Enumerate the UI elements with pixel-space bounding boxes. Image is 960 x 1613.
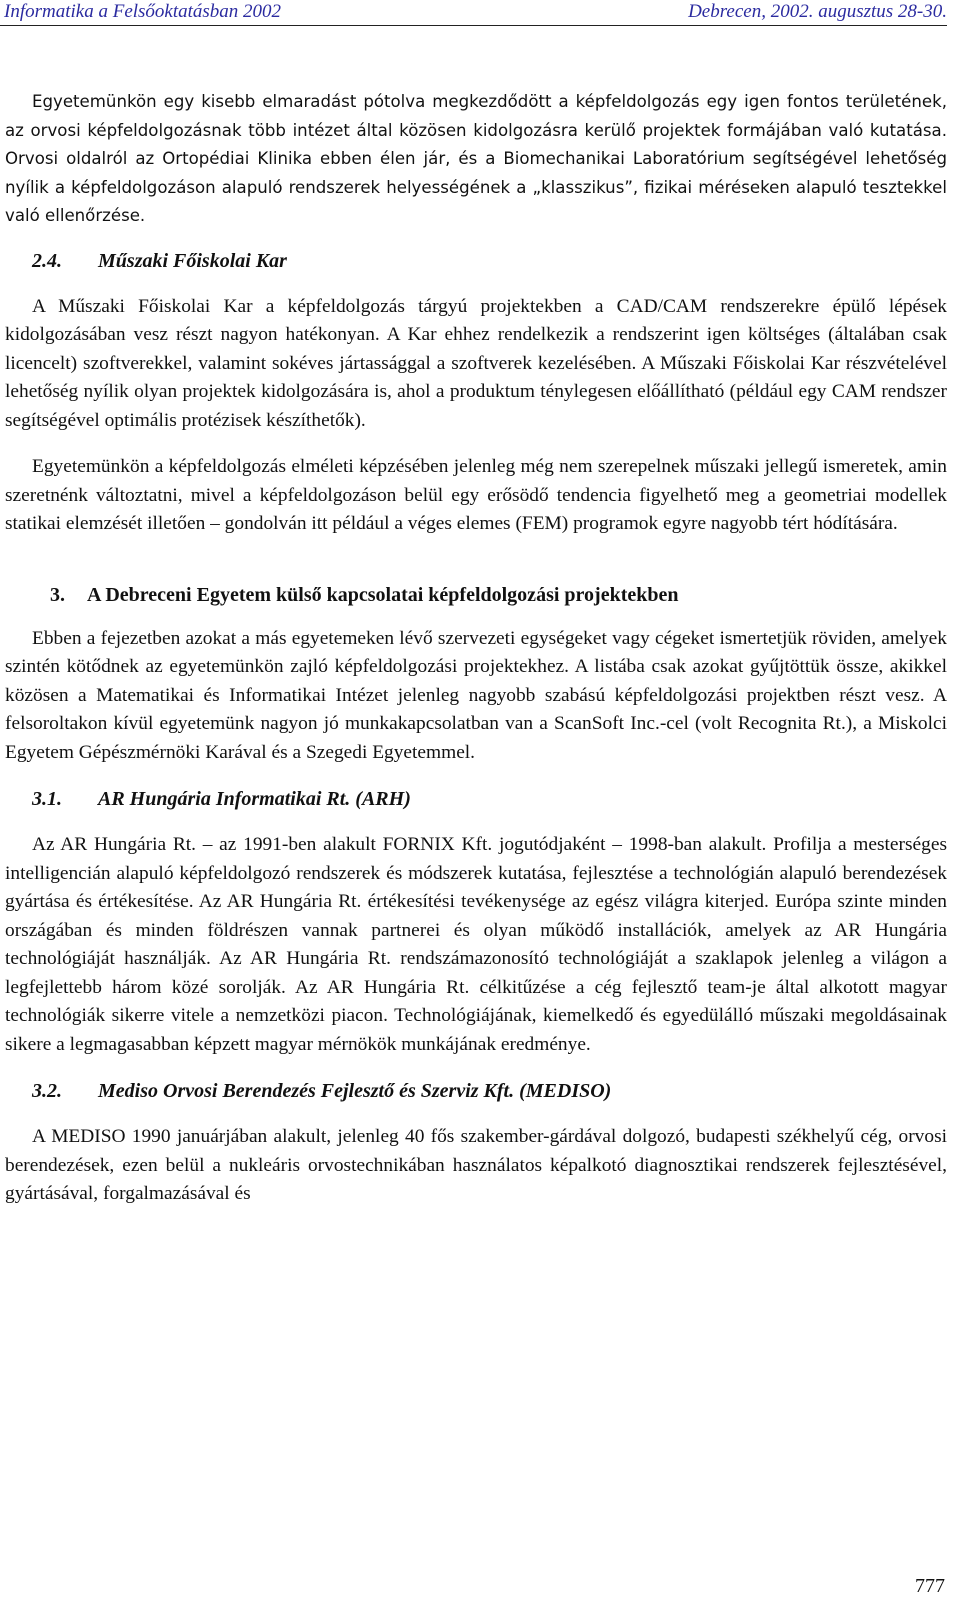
header-location-date: Debrecen, 2002. augusztus 28-30. [688, 1, 947, 22]
heading-number: 3. [50, 583, 65, 606]
heading-number: 3.2. [32, 1080, 62, 1102]
heading-3-2 [5, 1077, 947, 1105]
page-number: 777 [915, 1575, 945, 1597]
paragraph-ar-hungaria: Az AR Hungária Rt. – az 1991-ben alakult FORNIX Kft. jogutódjaként – 1998-ban alakult. Profilja a mesterséges intelligencián alapuló képfeldolgozó rendszerek és módszerek kutatása, fejlesztése a technológián alapuló berendezések gyártása és értékesítése. Az AR Hungária Rt. értékesítési tevékenysége az egész világra kiterjed. Európa szinte minden országában és minden földrészen vannak partnerei és olyan működő installációk, amelyek az AR Hungária technológiáját használják. Az AR Hungária Rt. rendszámazonosító technológiáját a szaklapok jelenleg a világon a legfejlettebb három közé sorolják. Az AR Hungária Rt. célkitűzése a cég fejlesztő team-je által alkotott magyar technológiák sikerre vitele a nemzetközi piacon. Technológiájának, kiemelkedő és egyedülálló műszaki megoldásainak sikere a legmagasabban képzett magyar mérnökök munkájának eredménye. [5, 834, 947, 1055]
heading-number: 3.1. [32, 788, 62, 810]
paragraph-mediso: A MEDISO 1990 januárjában alakult, jelenleg 40 fős szakember-gárdával dolgozó, budapesti székhelyű cég, orvosi berendezések, ezen belül a nukleáris orvostechnikában használatos képalkotó diagnosztikai rendszerek fejlesztésével, gyártásával, forgalmazásával és [5, 1126, 947, 1204]
heading-3-1 [5, 785, 947, 813]
paragraph-external-relations: Ebben a fejezetben azokat a más egyetemeken lévő szervezeti egységeket vagy cégeket ismertetjük röviden, amelyek szintén kötődnek az egyetemünkön zajló képfeldolgozási projektekhez. A listába csak azokat gyűjtöttük össze, akikkel közösen a Matematikai és Informatikai Intézet jelenleg nagyobb szabású képfeldolgozási projektben részt vesz. A felsoroltakon kívül egyetemünk nagyon jó munkakapcsolatban van a ScanSoft Inc.-cel (volt Recognita Rt.), a Miskolci Egyetem Gépészmérnöki Karával és a Szegedi Egyetemmel. [5, 627, 947, 763]
page-body [5, 88, 947, 1209]
heading-title: AR Hungária Informatikai Rt. (ARH) [98, 788, 411, 810]
heading-title: Műszaki Főiskolai Kar [98, 249, 287, 272]
running-header [0, 0, 947, 26]
paragraph-technical-college: A Műszaki Főiskolai Kar a képfeldolgozás tárgyú projektekben a CAD/CAM rendszerekre épülő lépések kidolgozásában vesz részt nagyon hatékonyan. A Kar ehhez rendelkezik a rendszerint igen költséges (általában csak licencelt) szoftverekkel, valamint sokéves jártassággal a szoftverek kezelésében. A Műszaki Főiskolai Kar részvételével lehetőség nyílik olyan projektek kidolgozására is, ahol a produktum ténylegesen előállítható (például egy CAM rendszer segítségével optimális protézisek készíthetők). [5, 295, 947, 431]
header-conference-title: Informatika a Felsőoktatásban 2002 [4, 1, 282, 22]
heading-number: 2.4. [32, 249, 62, 272]
heading-2-4 [5, 247, 947, 275]
heading-title: A Debreceni Egyetem külső kapcsolatai képfeldolgozási projektekben [87, 583, 679, 606]
heading-3 [5, 581, 947, 609]
paragraph-medical-imaging: Egyetemünkön egy kisebb elmaradást pótolva megkezdődött a képfeldolgozás egy igen fontos területének, az orvosi képfeldolgozásnak több intézet által közösen kidolgozásra kerülő projektek formájában való kutatása. Orvosi oldalról az Ortopédiai Klinika ebben élen jár, és a Biomechanikai Laboratórium segítségével lehetőség nyílik a képfeldolgozáson alapuló rendszerek helyességének a „klasszikus”, fizikai méréseken alapuló tesztekkel való ellenőrzése. [5, 92, 947, 225]
heading-title: Mediso Orvosi Berendezés Fejlesztő és Szerviz Kft. (MEDISO) [98, 1080, 612, 1102]
paragraph-engineering-knowledge: Egyetemünkön a képfeldolgozás elméleti képzésében jelenleg még nem szerepelnek műszaki jellegű ismeretek, amin szeretnénk változtatni, mivel a képfeldolgozáson belül egy erősödő tendencia figyelhető meg a geometriai modellek statikai elemzését illetően – gondolván itt például a véges elemes (FEM) programok egyre nagyobb tért hódítására. [5, 456, 947, 534]
